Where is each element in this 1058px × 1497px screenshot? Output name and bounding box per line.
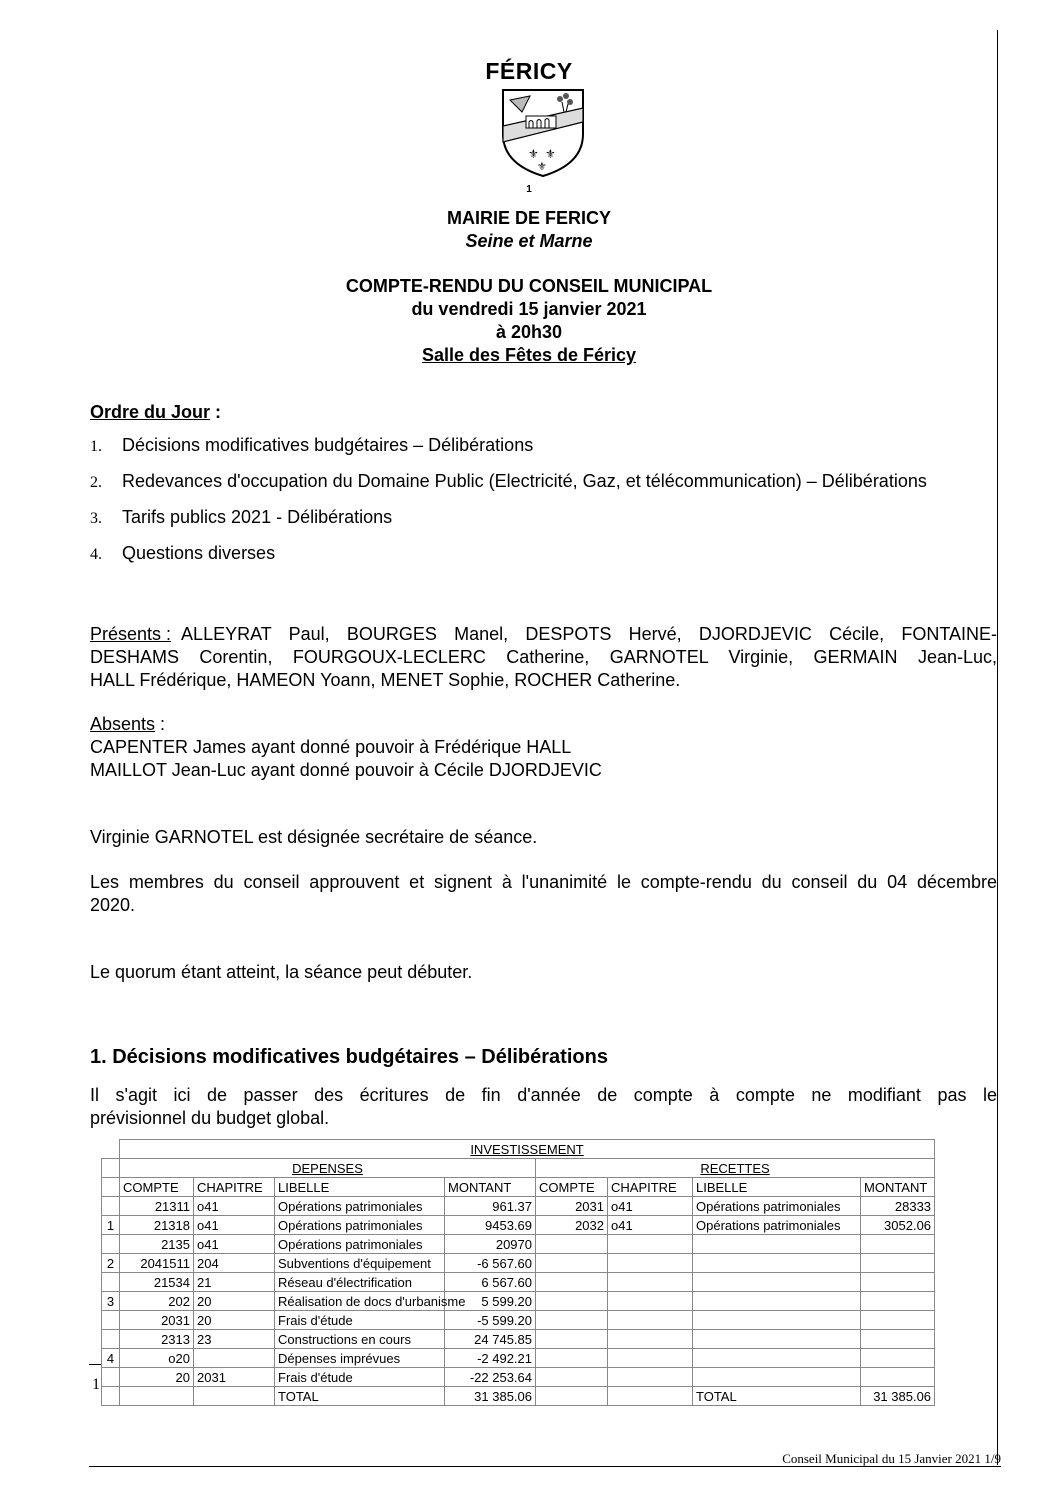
table-row xyxy=(102,1216,935,1235)
table-cell xyxy=(120,1387,194,1406)
svg-text:⚜: ⚜ xyxy=(545,147,556,161)
agenda-colon: : xyxy=(210,402,222,422)
agenda-item xyxy=(90,470,102,494)
table-cell: 21534 xyxy=(120,1273,194,1292)
table-cell: Frais d'étude xyxy=(275,1311,445,1330)
table-corner xyxy=(102,1159,120,1178)
agenda-item-number: 1. xyxy=(90,438,102,455)
table-column-header-row xyxy=(102,1178,935,1197)
row-group-number: 3 xyxy=(102,1292,120,1311)
table-row xyxy=(102,1368,935,1387)
table-cell xyxy=(861,1235,935,1254)
table-cell: -2 492.21 xyxy=(445,1349,536,1368)
column-header: COMPTE xyxy=(120,1178,194,1197)
table-cell xyxy=(536,1330,608,1349)
table-cell: 204 xyxy=(194,1254,275,1273)
depenses-header: DEPENSES xyxy=(120,1159,536,1178)
table-cell: 2032 xyxy=(536,1216,608,1235)
table-cell xyxy=(861,1273,935,1292)
presents-line-2: DESHAMS Corentin, FOURGOUX-LECLERC Catherine, GARNOTEL Virginie, GERMAIN Jean-Luc, xyxy=(90,647,997,667)
table-cell xyxy=(861,1368,935,1387)
table-cell: 21318 xyxy=(120,1216,194,1235)
table-corner xyxy=(102,1140,120,1159)
agenda-item xyxy=(90,506,102,530)
agenda-item-text: Questions diverses xyxy=(122,543,276,563)
table-cell: 2031 xyxy=(536,1197,608,1216)
section-1-text-line-2: prévisionnel du budget global. xyxy=(90,1108,330,1128)
agenda-title: Ordre du Jour xyxy=(90,402,211,422)
table-cell: 23 xyxy=(194,1330,275,1349)
row-group-number xyxy=(102,1387,120,1406)
table-cell: Opérations patrimoniales xyxy=(275,1197,445,1216)
column-header: LIBELLE xyxy=(693,1178,861,1197)
table-row xyxy=(102,1330,935,1349)
table-cell: Opérations patrimoniales xyxy=(275,1235,445,1254)
table-cell xyxy=(536,1368,608,1387)
table-cell: 2031 xyxy=(194,1368,275,1387)
table-cell: Opérations patrimoniales xyxy=(275,1216,445,1235)
coat-of-arms-icon xyxy=(500,86,586,178)
presents-line-1 xyxy=(90,623,997,646)
row-group-number xyxy=(102,1311,120,1330)
table-row xyxy=(102,1292,935,1311)
table-cell: 31 385.06 xyxy=(861,1387,935,1406)
column-header: MONTANT xyxy=(861,1178,935,1197)
table-cell: o41 xyxy=(194,1197,275,1216)
table-cell xyxy=(608,1292,693,1311)
absent-entry: CAPENTER James ayant donné pouvoir à Frédérique HALL xyxy=(90,737,572,757)
table-cell xyxy=(693,1368,861,1387)
section-1-text-line-1: Il s'agit ici de passer des écritures de fin d'année de compte à compte ne modifiant pas le xyxy=(90,1085,997,1105)
row-group-number: 2 xyxy=(102,1254,120,1273)
table-row xyxy=(102,1349,935,1368)
table-cell: 2031 xyxy=(120,1311,194,1330)
table-cell: -6 567.60 xyxy=(445,1254,536,1273)
agenda-item-number: 3. xyxy=(90,510,102,527)
table-cell xyxy=(536,1254,608,1273)
table-cell xyxy=(693,1330,861,1349)
table-cell: TOTAL xyxy=(275,1387,445,1406)
table-cell: 28333 xyxy=(861,1197,935,1216)
presents-line-3: HALL Frédérique, HAMEON Yoann, MENET Sophie, ROCHER Catherine. xyxy=(90,670,681,690)
table-cell: 20 xyxy=(120,1368,194,1387)
table-cell xyxy=(608,1273,693,1292)
table-cell: Réalisation de docs d'urbanisme xyxy=(275,1292,445,1311)
table-cell xyxy=(608,1254,693,1273)
table-cell: -22 253.64 xyxy=(445,1368,536,1387)
table-cell xyxy=(194,1349,275,1368)
table-cell xyxy=(608,1311,693,1330)
table-row xyxy=(102,1235,935,1254)
table-cell: 21 xyxy=(194,1273,275,1292)
table-cell xyxy=(608,1349,693,1368)
table-cell xyxy=(861,1311,935,1330)
table-cell: Dépenses imprévues xyxy=(275,1349,445,1368)
table-cell xyxy=(861,1349,935,1368)
table-cell xyxy=(693,1254,861,1273)
table-header-row xyxy=(102,1159,935,1178)
table-cell xyxy=(608,1387,693,1406)
agenda-item-text: Décisions modificatives budgétaires – Délibérations xyxy=(122,435,534,455)
table-header-row xyxy=(102,1140,935,1159)
table-cell: TOTAL xyxy=(693,1387,861,1406)
table-cell: o41 xyxy=(194,1216,275,1235)
table-row xyxy=(102,1273,935,1292)
table-cell: Opérations patrimoniales xyxy=(693,1216,861,1235)
absents-colon: : xyxy=(155,714,166,734)
table-cell: 2313 xyxy=(120,1330,194,1349)
table-row xyxy=(102,1311,935,1330)
table-cell xyxy=(608,1368,693,1387)
meeting-date: du vendredi 15 janvier 2021 xyxy=(411,299,647,319)
table-cell: o41 xyxy=(608,1197,693,1216)
table-cell xyxy=(693,1235,861,1254)
agenda-item-number: 4. xyxy=(90,546,102,563)
table-cell xyxy=(536,1273,608,1292)
table-cell: o41 xyxy=(194,1235,275,1254)
approval-line-2: 2020. xyxy=(90,895,136,915)
mairie-title: MAIRIE DE FERICY xyxy=(446,208,611,228)
table-cell: Constructions en cours xyxy=(275,1330,445,1349)
table-cell xyxy=(608,1235,693,1254)
table-corner xyxy=(102,1178,120,1197)
presents-label: Présents : xyxy=(90,624,172,644)
margin-note: 1 xyxy=(92,1376,100,1393)
absent-entry: MAILLOT Jean-Luc ayant donné pouvoir à Cécile DJORDJEVIC xyxy=(90,760,602,780)
table-cell: 20970 xyxy=(445,1235,536,1254)
table-cell: 3052.06 xyxy=(861,1216,935,1235)
agenda-item xyxy=(90,434,102,458)
svg-text:⚜: ⚜ xyxy=(537,160,547,173)
table-row xyxy=(102,1387,935,1406)
table-cell: 6 567.60 xyxy=(445,1273,536,1292)
column-header: CHAPITRE xyxy=(194,1178,275,1197)
table-row xyxy=(102,1254,935,1273)
table-cell: 9453.69 xyxy=(445,1216,536,1235)
table-cell xyxy=(536,1292,608,1311)
row-group-number xyxy=(102,1235,120,1254)
row-group-number xyxy=(102,1273,120,1292)
table-cell: o41 xyxy=(608,1216,693,1235)
table-cell: 2135 xyxy=(120,1235,194,1254)
table-cell: Subventions d'équipement xyxy=(275,1254,445,1273)
meeting-time: à 20h30 xyxy=(495,322,563,342)
table-cell: Opérations patrimoniales xyxy=(693,1197,861,1216)
svg-text:⚜: ⚜ xyxy=(528,147,539,161)
agenda-heading xyxy=(90,401,221,424)
presents-names: ALLEYRAT Paul, BOURGES Manel, DESPOTS Hervé, DJORDJEVIC Cécile, FONTAINE- xyxy=(181,624,997,644)
document-title: COMPTE-RENDU DU CONSEIL MUNICIPAL xyxy=(345,276,713,296)
table-cell: 31 385.06 xyxy=(445,1387,536,1406)
row-group-number: 1 xyxy=(102,1216,120,1235)
table-cell: 20 xyxy=(194,1311,275,1330)
table-cell xyxy=(194,1387,275,1406)
footnote-reference: 1 xyxy=(526,184,532,195)
agenda-item-text: Tarifs publics 2021 - Délibérations xyxy=(122,507,393,527)
budget-table xyxy=(101,1139,935,1406)
table-cell: 5 599.20 xyxy=(445,1292,536,1311)
table-cell xyxy=(536,1387,608,1406)
absents-heading xyxy=(90,713,165,736)
investissement-header: INVESTISSEMENT xyxy=(120,1140,935,1159)
column-header: LIBELLE xyxy=(275,1178,445,1197)
table-cell: 21311 xyxy=(120,1197,194,1216)
table-cell xyxy=(861,1330,935,1349)
row-group-number xyxy=(102,1330,120,1349)
table-cell: Frais d'étude xyxy=(275,1368,445,1387)
absents-label: Absents xyxy=(90,714,156,734)
table-cell xyxy=(536,1311,608,1330)
table-cell: 202 xyxy=(120,1292,194,1311)
approval-line-1: Les membres du conseil approuvent et signent à l'unanimité le compte-rendu du conseil du 04 décembre xyxy=(90,872,997,892)
table-row xyxy=(102,1197,935,1216)
secretary-statement: Virginie GARNOTEL est désignée secrétaire de séance. xyxy=(90,827,538,847)
row-group-number xyxy=(102,1368,120,1387)
table-cell xyxy=(536,1349,608,1368)
table-cell: o20 xyxy=(120,1349,194,1368)
column-header: CHAPITRE xyxy=(608,1178,693,1197)
quorum-statement: Le quorum étant atteint, la séance peut débuter. xyxy=(90,962,473,982)
column-header: MONTANT xyxy=(445,1178,536,1197)
margin-mark xyxy=(89,1364,101,1365)
section-1-title: 1. Décisions modificatives budgétaires – Délibérations xyxy=(90,1046,608,1068)
row-group-number xyxy=(102,1197,120,1216)
row-group-number: 4 xyxy=(102,1349,120,1368)
meeting-place: Salle des Fêtes de Féricy xyxy=(421,345,637,365)
table-cell: 24 745.85 xyxy=(445,1330,536,1349)
logo-title: FÉRICY xyxy=(485,58,573,84)
agenda-item-text: Redevances d'occupation du Domaine Public (Electricité, Gaz, et télécommunication) – Délibérations xyxy=(122,471,927,491)
table-cell xyxy=(693,1311,861,1330)
column-header: COMPTE xyxy=(536,1178,608,1197)
table-cell: 961.37 xyxy=(445,1197,536,1216)
footer-rule xyxy=(89,1466,1001,1467)
recettes-header: RECETTES xyxy=(536,1159,935,1178)
agenda-item xyxy=(90,542,102,566)
page-footer: Conseil Municipal du 15 Janvier 2021 1/9 xyxy=(782,1451,1001,1466)
table-cell xyxy=(693,1273,861,1292)
table-cell xyxy=(861,1254,935,1273)
table-cell xyxy=(536,1235,608,1254)
department-subtitle: Seine et Marne xyxy=(465,231,593,251)
table-cell xyxy=(693,1349,861,1368)
table-cell xyxy=(861,1292,935,1311)
table-cell: Réseau d'électrification xyxy=(275,1273,445,1292)
agenda-item-number: 2. xyxy=(90,474,102,491)
table-cell xyxy=(608,1330,693,1349)
table-cell: 2041511 xyxy=(120,1254,194,1273)
table-cell xyxy=(693,1292,861,1311)
table-cell: 20 xyxy=(194,1292,275,1311)
table-cell: -5 599.20 xyxy=(445,1311,536,1330)
